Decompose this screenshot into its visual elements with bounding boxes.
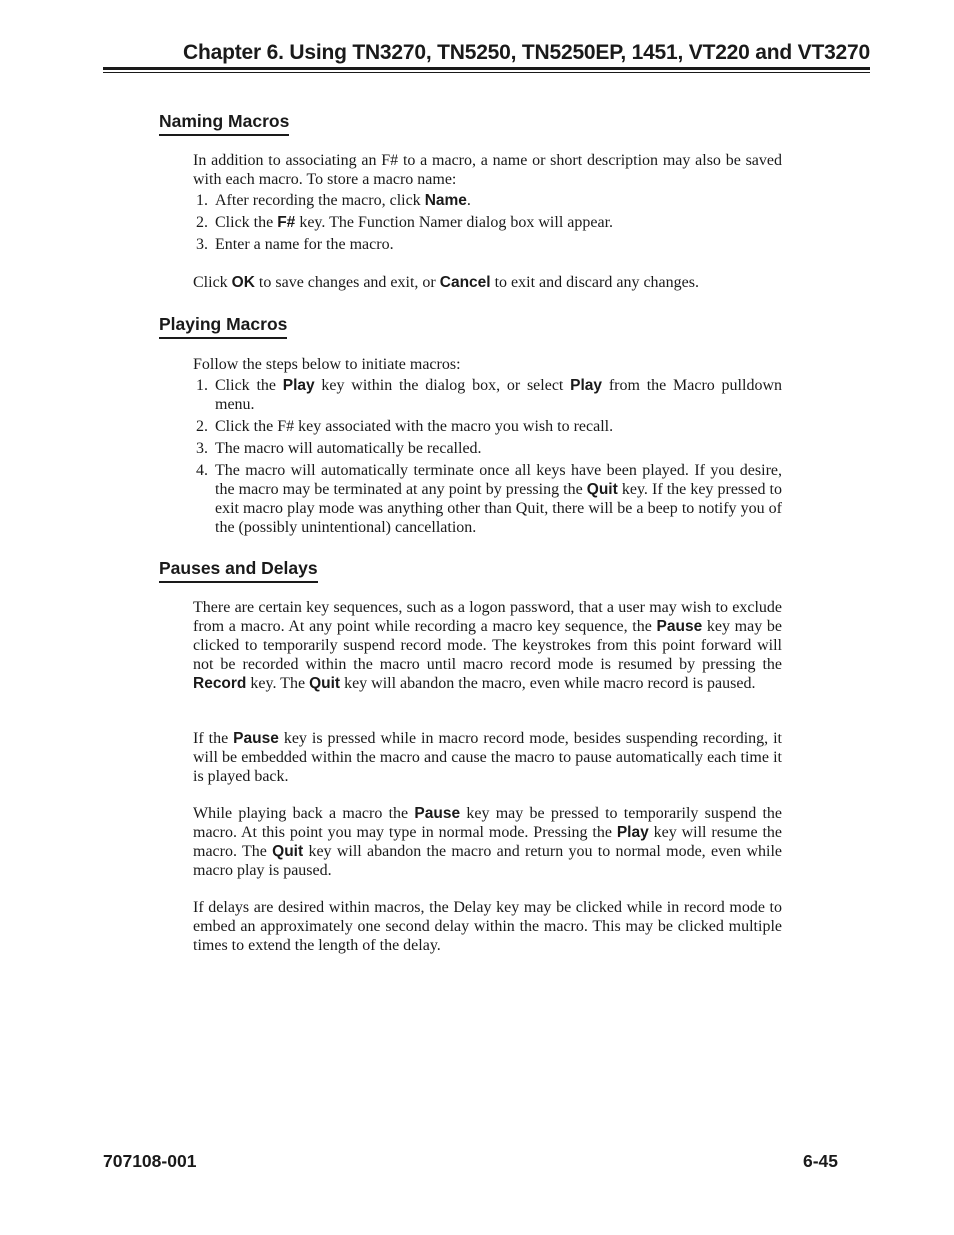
outro-text: to save changes and exit, or bbox=[254, 274, 440, 291]
step-number: 3. bbox=[196, 236, 208, 253]
step-text: Click the bbox=[215, 214, 278, 231]
step-text: key. If the key pressed to exit macro play mode was anything other than Quit, there will be a beep to notify you of the (possibly unintentional) cancellation. bbox=[215, 481, 783, 536]
chapter-title: Chapter 6. Using TN3270, TN5250, TN5250EP, 1451, VT220 and VT3270 bbox=[183, 41, 870, 64]
key-pause: Pause bbox=[414, 805, 461, 822]
list-item bbox=[193, 213, 782, 232]
pauses-paragraph-1 bbox=[193, 598, 782, 693]
key-ok: OK bbox=[231, 274, 255, 291]
paragraph-text: key may be pressed to temporarily suspend the macro. At this point you may type in normal mode. Pressing the bbox=[193, 805, 783, 841]
paragraph-text: If the bbox=[193, 730, 234, 747]
header-rule-thin bbox=[103, 72, 870, 73]
step-text: Enter a name for the macro. bbox=[215, 236, 394, 253]
key-record: Record bbox=[193, 675, 247, 692]
step-number: 1. bbox=[196, 192, 208, 209]
document-number: 707108-001 bbox=[103, 1151, 197, 1171]
key-name: Name bbox=[424, 192, 467, 209]
section-heading-naming-macros: Naming Macros bbox=[159, 110, 289, 136]
step-number: 4. bbox=[196, 462, 208, 479]
step-text: The macro will automatically be recalled. bbox=[215, 440, 482, 457]
key-quit: Quit bbox=[586, 481, 618, 498]
key-pause: Pause bbox=[233, 730, 279, 747]
key-pause: Pause bbox=[656, 618, 703, 635]
naming-intro: In addition to associating an F# to a macro, a name or short description may also be saved with each macro. To store a macro name: bbox=[193, 152, 782, 188]
list-item bbox=[193, 417, 782, 436]
playing-steps-list bbox=[193, 376, 782, 540]
paragraph-text: While playing back a macro the bbox=[193, 805, 415, 822]
naming-steps-list bbox=[193, 191, 782, 257]
section-heading-pauses-and-delays: Pauses and Delays bbox=[159, 557, 318, 583]
pauses-paragraph-4: If delays are desired within macros, the Delay key may be clicked while in record mode to embed an approximately one second delay within the macro. This may be clicked multiple times to extend the length of the delay. bbox=[193, 899, 782, 954]
key-name: F# bbox=[277, 214, 296, 231]
outro-text: to exit and discard any changes. bbox=[490, 274, 699, 291]
paragraph-text: key. The bbox=[246, 675, 310, 692]
paragraph-text: key is pressed while in macro record mode, besides suspending recording, it will be embedded within the macro and cause the macro to pause automatically each time it is played back. bbox=[193, 730, 783, 785]
paragraph-text: key will abandon the macro, even while macro record is paused. bbox=[340, 675, 756, 692]
list-item bbox=[193, 235, 782, 254]
step-text: After recording the macro, click bbox=[215, 192, 425, 209]
step-number: 2. bbox=[196, 418, 208, 435]
step-text: key within the dialog box, or select bbox=[314, 377, 571, 394]
list-item bbox=[193, 461, 782, 537]
step-number: 2. bbox=[196, 214, 208, 231]
pauses-paragraph-2 bbox=[193, 729, 782, 786]
step-text: from the Macro pulldown menu. bbox=[215, 377, 783, 413]
key-play: Play bbox=[282, 377, 315, 394]
paragraph-text: key will resume the macro. The bbox=[193, 824, 782, 860]
step-text: . bbox=[466, 192, 471, 209]
key-cancel: Cancel bbox=[439, 274, 491, 291]
step-text: The macro will automatically terminate once all keys have been played. If you desire, the macro may be terminated at any point by pressing the bbox=[215, 462, 782, 498]
step-text: Click the bbox=[215, 377, 283, 394]
outro-text: Click bbox=[193, 274, 232, 291]
key-quit: Quit bbox=[272, 843, 304, 860]
step-text: Click the F# key associated with the macro you wish to recall. bbox=[215, 418, 614, 435]
key-quit: Quit bbox=[309, 675, 341, 692]
page-number: 6-45 bbox=[803, 1151, 839, 1171]
header-rule-thick bbox=[103, 67, 870, 70]
playing-intro: Follow the steps below to initiate macros: bbox=[193, 356, 461, 373]
step-number: 1. bbox=[196, 377, 208, 394]
step-text: key. The Function Namer dialog box will appear. bbox=[295, 214, 614, 231]
paragraph-text: key will abandon the macro and return you to normal mode, even while macro play is paused. bbox=[193, 843, 783, 879]
page-header bbox=[103, 40, 870, 66]
list-item bbox=[193, 376, 782, 414]
paragraph-text: There are certain key sequences, such as a logon password, that a user may wish to exclude from a macro. At any point while recording a macro key sequence, the bbox=[193, 599, 782, 635]
section-heading-playing-macros: Playing Macros bbox=[159, 313, 287, 339]
list-item bbox=[193, 191, 782, 210]
key-play: Play bbox=[570, 377, 603, 394]
step-number: 3. bbox=[196, 440, 208, 457]
pauses-paragraph-3 bbox=[193, 804, 782, 880]
naming-outro bbox=[193, 273, 782, 292]
paragraph-text: key may be clicked to temporarily suspend record mode. The keystrokes from this point forward will not be recorded within the macro until macro record mode is resumed by pressing the bbox=[193, 618, 783, 673]
key-play: Play bbox=[616, 824, 649, 841]
list-item bbox=[193, 439, 782, 458]
